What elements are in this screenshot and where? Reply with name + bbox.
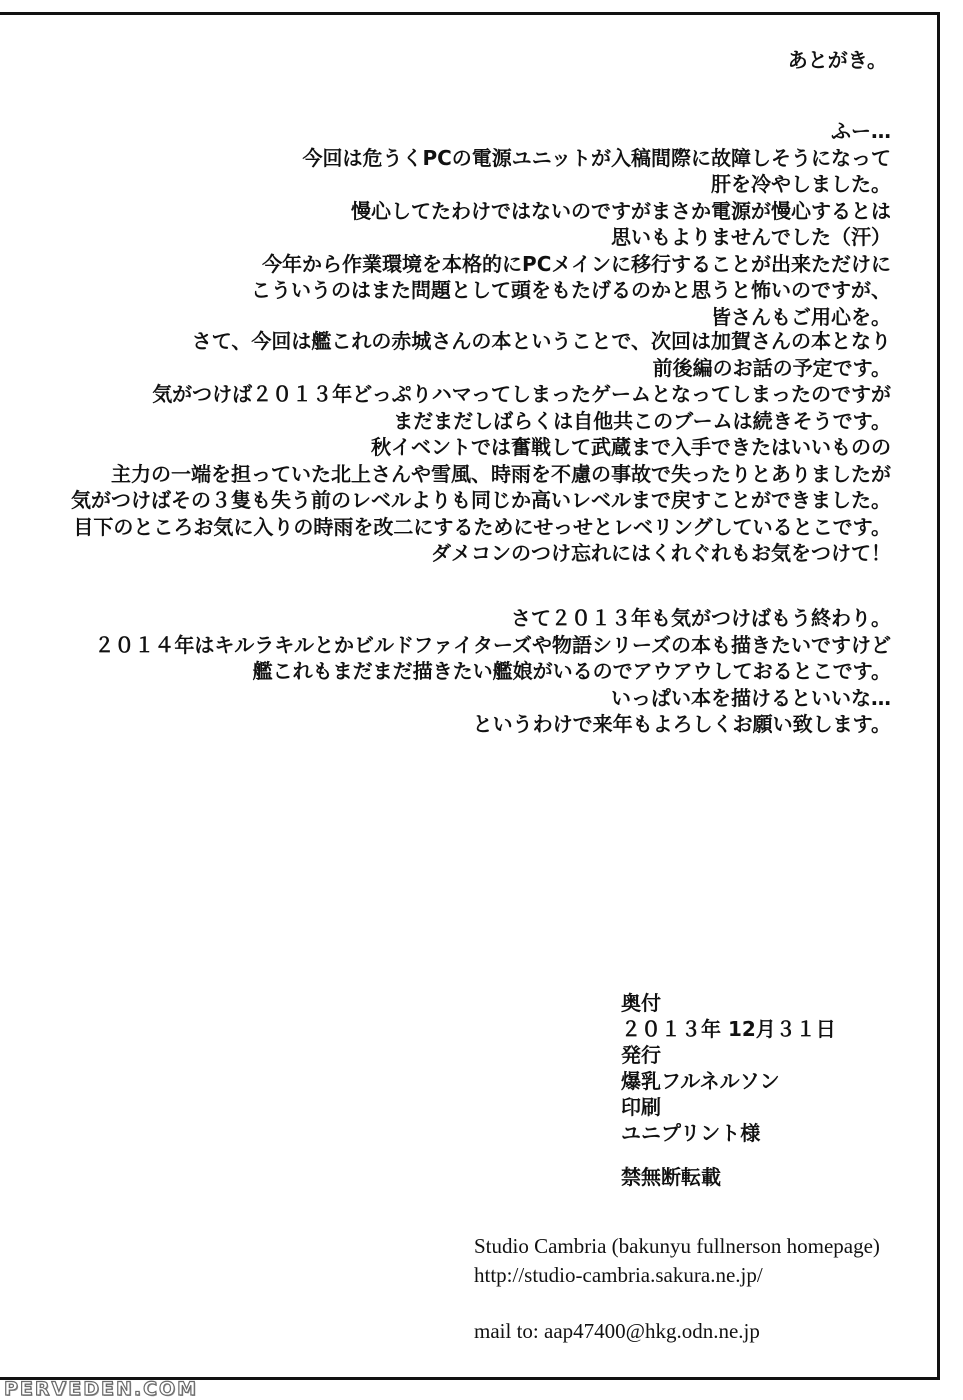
text-line: 主力の一端を担っていた北上さんや雪風、時雨を不慮の事故で失ったりとありましたが [111, 461, 891, 486]
text-line: 今年から作業環境を本格的にPCメインに移行することが出来ただけに [262, 251, 891, 276]
text-line: まだまだしばらくは自他共このブームは続きそうです。 [393, 408, 891, 433]
text-line: いっぱい本を描けるといいな… [611, 685, 891, 710]
text-line: 気がつけばその３隻も失う前のレベルよりも同じか高いレベルまで戻すことができました。 [71, 488, 891, 512]
text-line: 気がつけば２０１３年どっぷりハマってしまったゲームとなってしまったのですが [152, 382, 891, 406]
text-line: 前後編のお話の予定です。 [652, 355, 891, 380]
text-line: さて２０１３年も気がつけばもう終わり。 [511, 606, 891, 630]
contact-info [474, 1232, 880, 1346]
text-line: ふー… [831, 119, 891, 143]
afterword-paragraph-1 [251, 118, 891, 330]
text-line: 思いもよりませんでした（汗） [611, 225, 891, 249]
text-line: 皆さんもご用心を。 [711, 304, 891, 329]
text-line: 肝を冷やしました。 [711, 172, 891, 196]
text-line: ２０１４年はキルラキルとかビルドファイターズや物語シリーズの本も描きたいですけど [94, 632, 891, 657]
publisher-label: 発行 [621, 1043, 661, 1067]
colophon [621, 990, 836, 1190]
afterword-heading: あとがき。 [787, 48, 887, 72]
text-line: 目下のところお気に入りの時雨を改二にするためにせっせとレベリングしているとこです。 [73, 514, 891, 539]
printer-name: ユニプリント様 [621, 1121, 761, 1145]
studio-name: Studio Cambria (bakunyu fullnerson homepage) [474, 1234, 880, 1258]
text-line: 秋イベントでは奮戦して武蔵まで入手できたはいいものの [371, 435, 891, 459]
reprint-notice: 禁無断転載 [621, 1165, 721, 1189]
colophon-title: 奥付 [621, 991, 661, 1015]
colophon-date: ２０１３年 12月３１日 [621, 1017, 836, 1041]
text-line: というわけで来年もよろしくお願い致します。 [472, 712, 891, 736]
text-line: こういうのはまた問題として頭をもたげるのかと思うと怖いのですが、 [251, 278, 891, 302]
text-line: 艦これもまだまだ描きたい艦娘がいるのでアウアウしておるとこです。 [252, 659, 891, 683]
afterword-paragraph-2 [71, 328, 891, 567]
afterword-paragraph-3 [94, 605, 891, 738]
publisher-name: 爆乳フルネルソン [621, 1069, 780, 1093]
watermark: PERVEDEN.COM [4, 1378, 199, 1400]
contact-email: mail to: aap47400@hkg.odn.ne.jp [474, 1319, 760, 1343]
text-line: ダメコンのつけ忘れにはくれぐれもお気をつけて！ [431, 541, 891, 565]
printer-label: 印刷 [621, 1095, 661, 1119]
text-line: 慢心してたわけではないのですがまさか電源が慢心するとは [351, 198, 891, 223]
homepage-url: http://studio-cambria.sakura.ne.jp/ [474, 1263, 763, 1287]
text-line: さて、今回は艦これの赤城さんの本ということで、次回は加賀さんの本となり [191, 329, 891, 353]
text-line: 今回は危うくPCの電源ユニットが入稿間際に故障しそうになって [302, 145, 891, 170]
